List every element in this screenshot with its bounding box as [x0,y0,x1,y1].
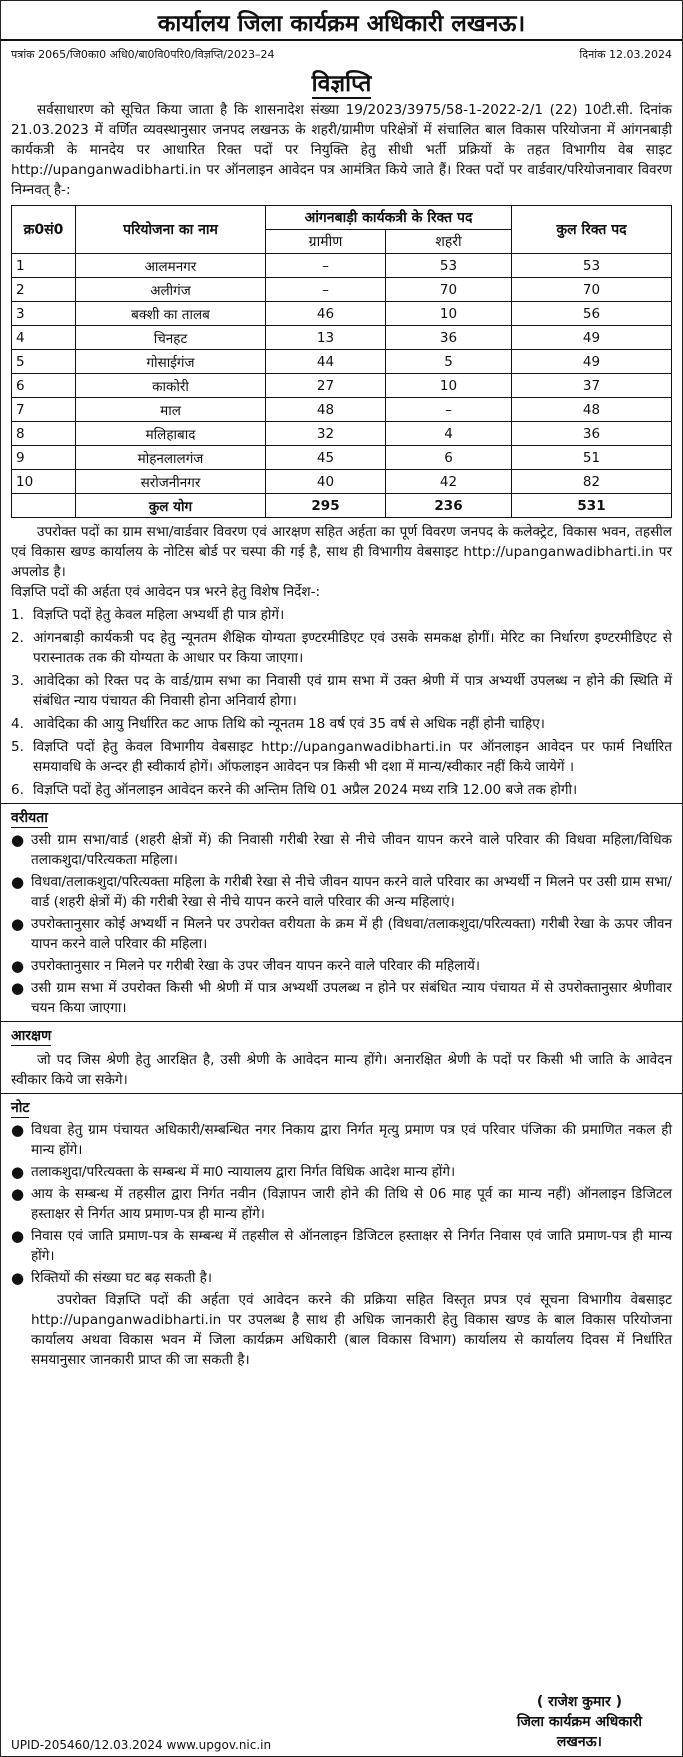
cell-total: 37 [512,374,672,398]
list-item [11,714,672,734]
table-row [12,302,672,326]
col-header-sno: क्र0सं0 [12,206,76,254]
preference-heading: वरीयता [11,810,48,826]
table-row [12,278,672,302]
cell-urban: 6 [386,446,512,470]
item-number: 3. [11,673,24,689]
table-total-row [12,494,672,518]
signatory-place: लखनऊ। [556,1734,602,1750]
cell-sno: 1 [12,254,76,278]
item-text: आंगनबाड़ी कार्यकत्री पद हेतु न्यूनतम शैक्षिक योग्यता इण्टरमीडिएट एवं उसके समकक्ष होगीं। मेरिट का निर्धारण इण्टरमीडिएट से परास्नातक तक की योग्यता के आधार पर किया जाएगा। [33,630,672,666]
instructions-heading: विज्ञप्ति पदों की अर्हता एवं आवेदन पत्र भरने हेतु विशेष निर्देश-: [11,584,321,600]
cell-sno: 7 [12,398,76,422]
list-item [11,737,672,777]
signatory-name: ( राजेश कुमार ) [536,1694,622,1710]
cell-total: 53 [512,254,672,278]
cell-sno: 8 [12,422,76,446]
cell-project: काकोरी [76,374,266,398]
list-item [11,1162,672,1182]
list-item [11,628,672,668]
office-title: कार्यालय जिला कार्यक्रम अधिकारी लखनऊ। [1,3,682,41]
cell-project: चिनहट [76,326,266,350]
notice-title: विज्ञप्ति [311,71,372,97]
table-row [12,350,672,374]
section-divider [1,1021,682,1022]
note-heading: नोट [11,1100,30,1116]
cell-project: गोसाईगंज [76,350,266,374]
cell-total: 48 [512,398,672,422]
cell-rural: – [266,254,386,278]
cell-rural: 45 [266,446,386,470]
section-divider [1,803,682,804]
cell-rural: 40 [266,470,386,494]
post-table-paragraph: उपरोक्त पदों का ग्राम सभा/वार्डवार विवरण एवं आरक्षण सहित अर्हता का पूर्ण विवरण जनपद के कलेक्ट्रेट, विकास भवन, तहसील एवं विकास खण्ड कार्यालय के नोटिस बोर्ड पर चस्पा की गई है, साथ ही विभागीय वेबसाइट http://upanganwadibharti.in पर अपलोड है। [11,524,672,580]
list-item [11,872,672,912]
upid-text: UPID-205460/12.03.2024 www.upgov.nic.in [11,1738,272,1752]
bullet-icon: ● [11,1269,25,1287]
total-label: कुल योग [76,494,266,518]
cell-total: 56 [512,302,672,326]
cell-total: 49 [512,350,672,374]
cell-sno: 5 [12,350,76,374]
item-text: विज्ञप्ति पदों हेतु केवल विभागीय वेबसाइट http://upanganwadibharti.in पर ऑनलाइन आवेदन पर फार्म निर्धारित समयावधि के अन्दर ही स्वीकार्य होगें। ऑफलाइन आवेदन पत्र किसी भी दशा में मान्य/स्वीकार नहीं किये जायेगें । [33,739,672,775]
cell-rural: 44 [266,350,386,374]
bullet-icon: ● [11,915,25,933]
item-text: विधवा हेतु ग्राम पंचायत अधिकारी/सम्बन्धित नगर निकाय द्वारा निर्गत मृत्यु प्रमाण पत्र एवं परिवार पंजिका की प्रमाणित नकल ही मान्य होंगे। [31,1122,672,1158]
footer [11,1692,672,1752]
table-row [12,374,672,398]
table-row [12,398,672,422]
col-header-total: कुल रिक्त पद [512,206,672,254]
cell-urban: 36 [386,326,512,350]
cell-project: अलीगंज [76,278,266,302]
cell-urban: 10 [386,374,512,398]
signature-block [517,1692,642,1752]
cell-urban: 5 [386,350,512,374]
reference-line [11,47,672,62]
cell-total: 49 [512,326,672,350]
bullet-icon: ● [11,831,25,849]
table-row [12,470,672,494]
item-text: उसी ग्राम सभा/वार्ड (शहरी क्षेत्रों में) की निवासी गरीबी रेखा से नीचे जीवन यापन करने वाले परिवार की विधवा महिला/विधिक तलाकशुदा/परित्यकता महिला। [31,832,672,868]
cell-urban: 10 [386,302,512,326]
cell-sno: 10 [12,470,76,494]
cell-total: 70 [512,278,672,302]
item-number: 6. [11,782,24,798]
cell-project: सरोजनीनगर [76,470,266,494]
bullet-icon: ● [11,873,25,891]
total-rural: 295 [266,494,386,518]
list-item [11,780,672,800]
notice-heading [11,66,672,98]
preference-list [11,830,672,1018]
vacancy-table [11,205,672,518]
item-number: 5. [11,739,24,755]
bullet-icon: ● [11,1121,25,1139]
cell-project: आलमनगर [76,254,266,278]
cell-urban: 70 [386,278,512,302]
cell-total: 51 [512,446,672,470]
item-text: उपरोक्तानुसार न मिलने पर गरीबी रेखा के उपर जीवन यापन करने वाले परिवार की महिलायें। [31,958,481,974]
item-text: विज्ञप्ति पदों हेतु ऑनलाइन आवेदन करने की अन्तिम तिथि 01 अप्रैल 2024 मध्य रात्रि 12.00 बजे तक होगी। [33,782,578,798]
cell-sno: 3 [12,302,76,326]
cell-project: बक्शी का तालब [76,302,266,326]
item-text: आवेदिका को रिक्त पद के वार्ड/ग्राम सभा का निवासी एवं ग्राम सभा में उक्त श्रेणी में पात्र अभ्यर्थी उपलब्ध न होने की स्थिति में संबंधित न्याय पंचायत की निवासी होना अनिवार्य होगा। [33,673,672,709]
item-text: विधवा/तलाकशुदा/परित्यक्ता महिला के गरीबी रेखा से नीचे जीवन यापन करने वाले परिवार का अभ्यर्थी न मिलने पर उसी ग्राम सभा/वार्ड (शहरी क्षेत्रों में) की गरीबी रेखा से नीचे यापन करने वाले परिवार की अन्य महिलाएं। [31,874,672,910]
cell-project: मलिहाबाद [76,422,266,446]
col-header-vacancy: आंगनबाड़ी कार्यकत्री के रिक्त पद [266,206,512,230]
item-number: 4. [11,716,24,732]
list-item [11,1120,672,1160]
reference-number: पत्रांक 2065/जि0का0 अधि0/बा0वि0परि0/विज्ञप्ति/2023–24 [11,48,275,61]
item-text: उसी ग्राम सभा में उपरोक्त किसी भी श्रेणी में पात्र अभ्यर्थी उपलब्ध न होने पर संबंधित न्याय पंचायत में से उपरोक्तानुसार श्रेणीवार चयन किया जाएगा। [31,980,672,1016]
item-text: आवेदिका की आयु निर्धारित कट आफ तिथि को न्यूनतम 18 वर्ष एवं 35 वर्ष से अधिक नहीं होनी चाहिए। [33,716,545,732]
cell-project: माल [76,398,266,422]
item-number: 2. [11,630,24,646]
cell-sno: 6 [12,374,76,398]
bullet-icon: ● [11,1185,25,1203]
cell-total: 82 [512,470,672,494]
col-header-rural: ग्रामीण [266,230,386,254]
table-row [12,446,672,470]
cell-sno: 2 [12,278,76,302]
list-item [11,1184,672,1224]
item-text: विज्ञप्ति पदों हेतु केवल महिला अभ्यर्थी ही पात्र होगें। [33,607,285,623]
cell-rural: – [266,278,386,302]
item-text: तलाकशुदा/परित्यक्ता के सम्बन्ध में मा0 न्यायालय द्वारा निर्गत विधिक आदेश मान्य होंगे। [31,1164,456,1180]
cell-urban: 53 [386,254,512,278]
cell-rural: 32 [266,422,386,446]
total-urban: 236 [386,494,512,518]
cell-empty [12,494,76,518]
item-text: उपरोक्तानुसार कोई अभ्यर्थी न मिलने पर उपरोक्त वरीयता के क्रम में ही (विधवा/तलाकशुदा/परित्यक्ता) गरीबी रेखा के ऊपर जीवन यापन करने वाले परिवार की महिला। [31,916,672,952]
total-all: 531 [512,494,672,518]
item-number: 1. [11,607,24,623]
list-item [11,671,672,711]
cell-urban: 42 [386,470,512,494]
table-row [12,254,672,278]
bullet-icon: ● [11,1163,25,1181]
cell-urban: 4 [386,422,512,446]
list-item [11,978,672,1018]
bullet-icon: ● [11,957,25,975]
col-header-urban: शहरी [386,230,512,254]
item-text: रिक्तियों की संख्या घट बढ़ सकती है। [31,1270,213,1286]
reservation-text: जो पद जिस श्रेणी हेतु आरक्षित है, उसी श्रेणी के आवेदन मान्य होंगे। अनारक्षित श्रेणी के पदों पर किसी भी जाति के आवेदन स्वीकार किये जा सकेगे। [11,1052,673,1088]
cell-urban: – [386,398,512,422]
list-item [11,830,672,870]
cell-rural: 48 [266,398,386,422]
cell-sno: 9 [12,446,76,470]
bullet-icon: ● [11,1227,25,1245]
cell-rural: 27 [266,374,386,398]
cell-project: मोहनलालगंज [76,446,266,470]
table-row [12,326,672,350]
col-header-project: परियोजना का नाम [76,206,266,254]
list-item [11,914,672,954]
list-item [11,1226,672,1266]
reservation-heading: आरक्षण [11,1028,52,1044]
list-item [11,605,672,625]
cell-rural: 13 [266,326,386,350]
list-item [11,1268,672,1288]
cell-total: 36 [512,422,672,446]
intro-paragraph: सर्वसाधारण को सूचित किया जाता है कि शासनादेश संख्या 19/2023/3975/58-1-2022-2/1 (22) 10टी.सी. दिनांक 21.03.2023 में वर्णित व्यवस्थानुसार जनपद लखनऊ के शहरी/ग्रामीण परिक्षेत्रों में संचालित बाल विकास परियोजना में आंगनबाड़ी कार्यकत्री के मानदेय पर आधारित रिक्त पदों पर नियुक्ति हेतु सीधी भर्ती प्रक्रियों के तहत विभागीय वेब साइट http://upanganwadibharti.in पर ऑनलाइन आवेदन पत्र आमंत्रित किये जाते हैं। रिक्त पदों पर वार्डवार/परियोजनावार विवरण निम्नवत् है-: [11,102,672,198]
instructions-list [11,605,672,800]
item-text: आय के सम्बन्ध में तहसील द्वारा निर्गत नवीन (विज्ञापन जारी होने की तिथि से 06 माह पूर्व का मान्य नहीं) ऑनलाइन डिजिटल हस्ताक्षर से निर्गत आय प्रमाण-पत्र ही मान्य होंगे। [31,1186,672,1222]
section-divider [1,1093,682,1094]
item-text: निवास एवं जाति प्रमाण-पत्र के सम्बन्ध में तहसील से ऑनलाइन डिजिटल हस्ताक्षर से निर्गत निवास एवं जाति प्रमाण-पत्र ही मान्य होंगे। [31,1228,672,1264]
bullet-icon: ● [11,979,25,997]
list-item [11,956,672,976]
cell-sno: 4 [12,326,76,350]
notice-date: दिनांक 12.03.2024 [579,48,672,61]
signatory-designation: जिला कार्यक्रम अधिकारी [516,1714,642,1730]
closing-paragraph: उपरोक्त विज्ञप्ति पदों की अर्हता एवं आवेदन करने की प्रक्रिया सहित विस्तृत प्रपत्र एवं सूचना विभागीय वेबसाइट http://upanganwadibharti.in पर उपलब्ध है साथ ही अधिक जानकारी हेतु विकास खण्ड के बाल विकास परियोजना कार्यालय अथवा विकास भवन में जिला कार्यक्रम अधिकारी (बाल विकास विभाग) कार्यालय से कार्यालय दिवस में निर्धारित समयानुसार जानकारी प्राप्त की जा सकती है। [31,1292,672,1368]
cell-rural: 46 [266,302,386,326]
table-row [12,422,672,446]
note-list [11,1120,672,1288]
